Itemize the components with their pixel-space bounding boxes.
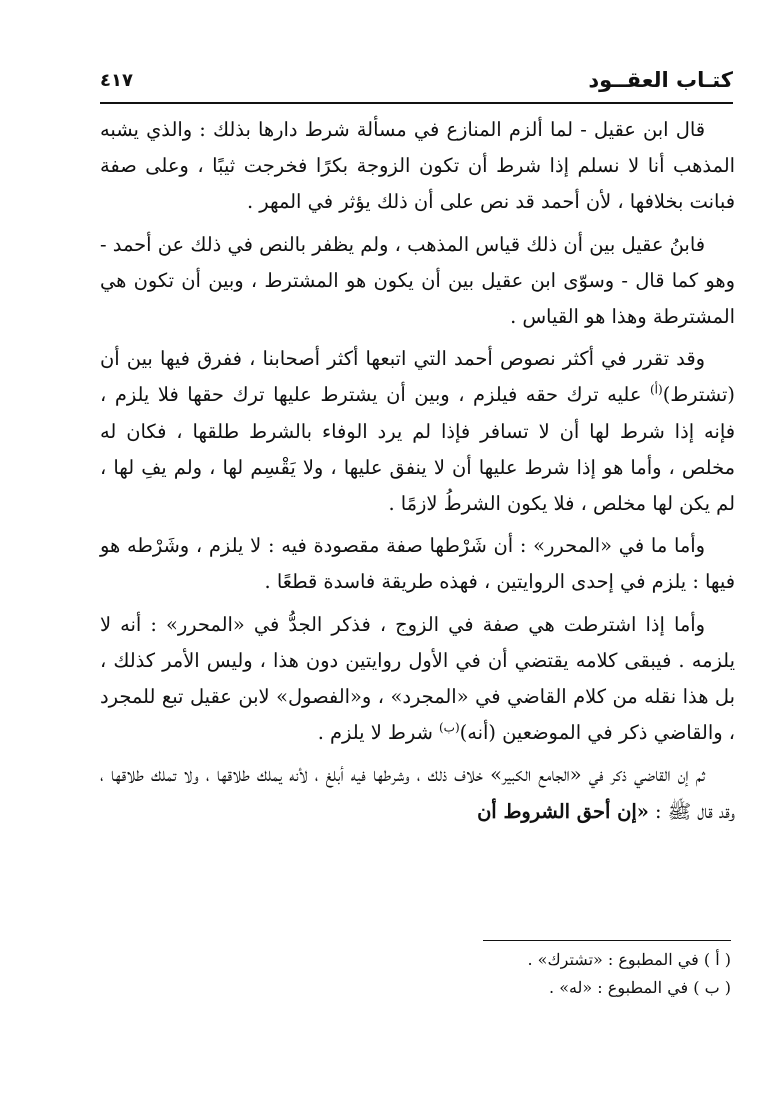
paragraph-4: وأما ما في «المحرر» : أن شَرْطها صفة مقصودة فيه : لا يلزم ، وشَرْطه هو فيها : يلزم في إحدى الروايتين ، فهذه طريقة فاسدة قطعًا . [100, 534, 735, 594]
footnote-a [100, 946, 731, 974]
paragraph-3 [100, 341, 735, 522]
main-text [100, 112, 735, 836]
footnote-b [100, 974, 731, 1002]
footnote-b-text: في المطبوع : «له» . [549, 978, 689, 997]
footnote-b-marker: ( ب ) [693, 978, 731, 997]
page-header [100, 66, 733, 104]
running-title: كتـاب العقــود [588, 68, 733, 92]
footnote-ref-b: (ب) [438, 720, 460, 735]
footnote-a-marker: ( أ ) [703, 950, 731, 969]
hadith-quote-bold: «إن أحق الشروط أن [477, 799, 649, 823]
paragraph-5 [100, 607, 735, 752]
paragraph-2: فابنُ عقيل بين أن ذلك قياس المذهب ، ولم يظفر بالنص في ذلك عن أحمد - وهو كما قال - وسوّى ابن عقيل بين أن يكون هو المشترط ، وبين أن تكون هي المشترطة وهذا هو القياس . [100, 232, 735, 329]
paragraph-6-text: ثم إن القاضي ذكر في «الجامع الكبير» خلاف ذلك ، وشرطها فيه أبلغ ، لأنه يملك طلاقها ، ولا تملك طلاقها ، وقد قال ﷺ : [100, 763, 735, 823]
footnote-divider [483, 940, 731, 941]
page-number: ٤١٧ [100, 70, 133, 91]
paragraph-1: قال ابن عقيل - لما ألزم المنازع في مسألة شرط دارها بذلك : والذي يشبه المذهب أنا لا نسلم إذا شرط أن تكون الزوجة بكرًا فخرجت ثيبًا ، وعلى صفة فبانت بخلافها ، لأن أحمد قد نص على أن ذلك يؤثر في المهر . [100, 118, 735, 214]
paragraph-6 [100, 757, 735, 829]
paragraph-3-text-a: وقد تقرر في أكثر نصوص أحمد التي اتبعها أكثر أصحابنا ، ففرق فيها بين أن (تشترط) [100, 347, 735, 407]
paragraph-5-text-b: شرط لا يلزم . [317, 721, 439, 745]
footnote-ref-a: (أ) [649, 382, 663, 397]
paragraph-3-text-b: عليه ترك حقه فيلزم ، وبين أن يشترط عليها ترك حقها فلا يلزم ، فإنه إذا شرط لها أن لا تسافر فإذا لم يرد الوفاء بالشرط طلقها ، فكان له مخلص ، وأما هو إذا شرط عليها أن لا ينفق عليها ، ولا يَقْسِم لها ، ولم يفِ لها ، لم يكن لها مخلص ، فلا يكون الشرطُ لازمًا . [100, 383, 735, 516]
paragraph-5-text-a: وأما إذا اشترطت هي صفة في الزوج ، فذكر الجدُّ في «المحرر» : أنه لا يلزمه . فيبقى كلامه يقتضي أن في الأول روايتين دون هذا ، وليس الأمر كذلك ، بل هذا نقله من كلام القاضي في «المجرد» ، و«الفصول» لابن عقيل تبع للمجرد ، والقاضي ذكر في الموضعين (أنه) [100, 612, 735, 745]
footnotes [100, 946, 731, 1002]
footnote-a-text: في المطبوع : «تشترك» . [527, 950, 699, 969]
